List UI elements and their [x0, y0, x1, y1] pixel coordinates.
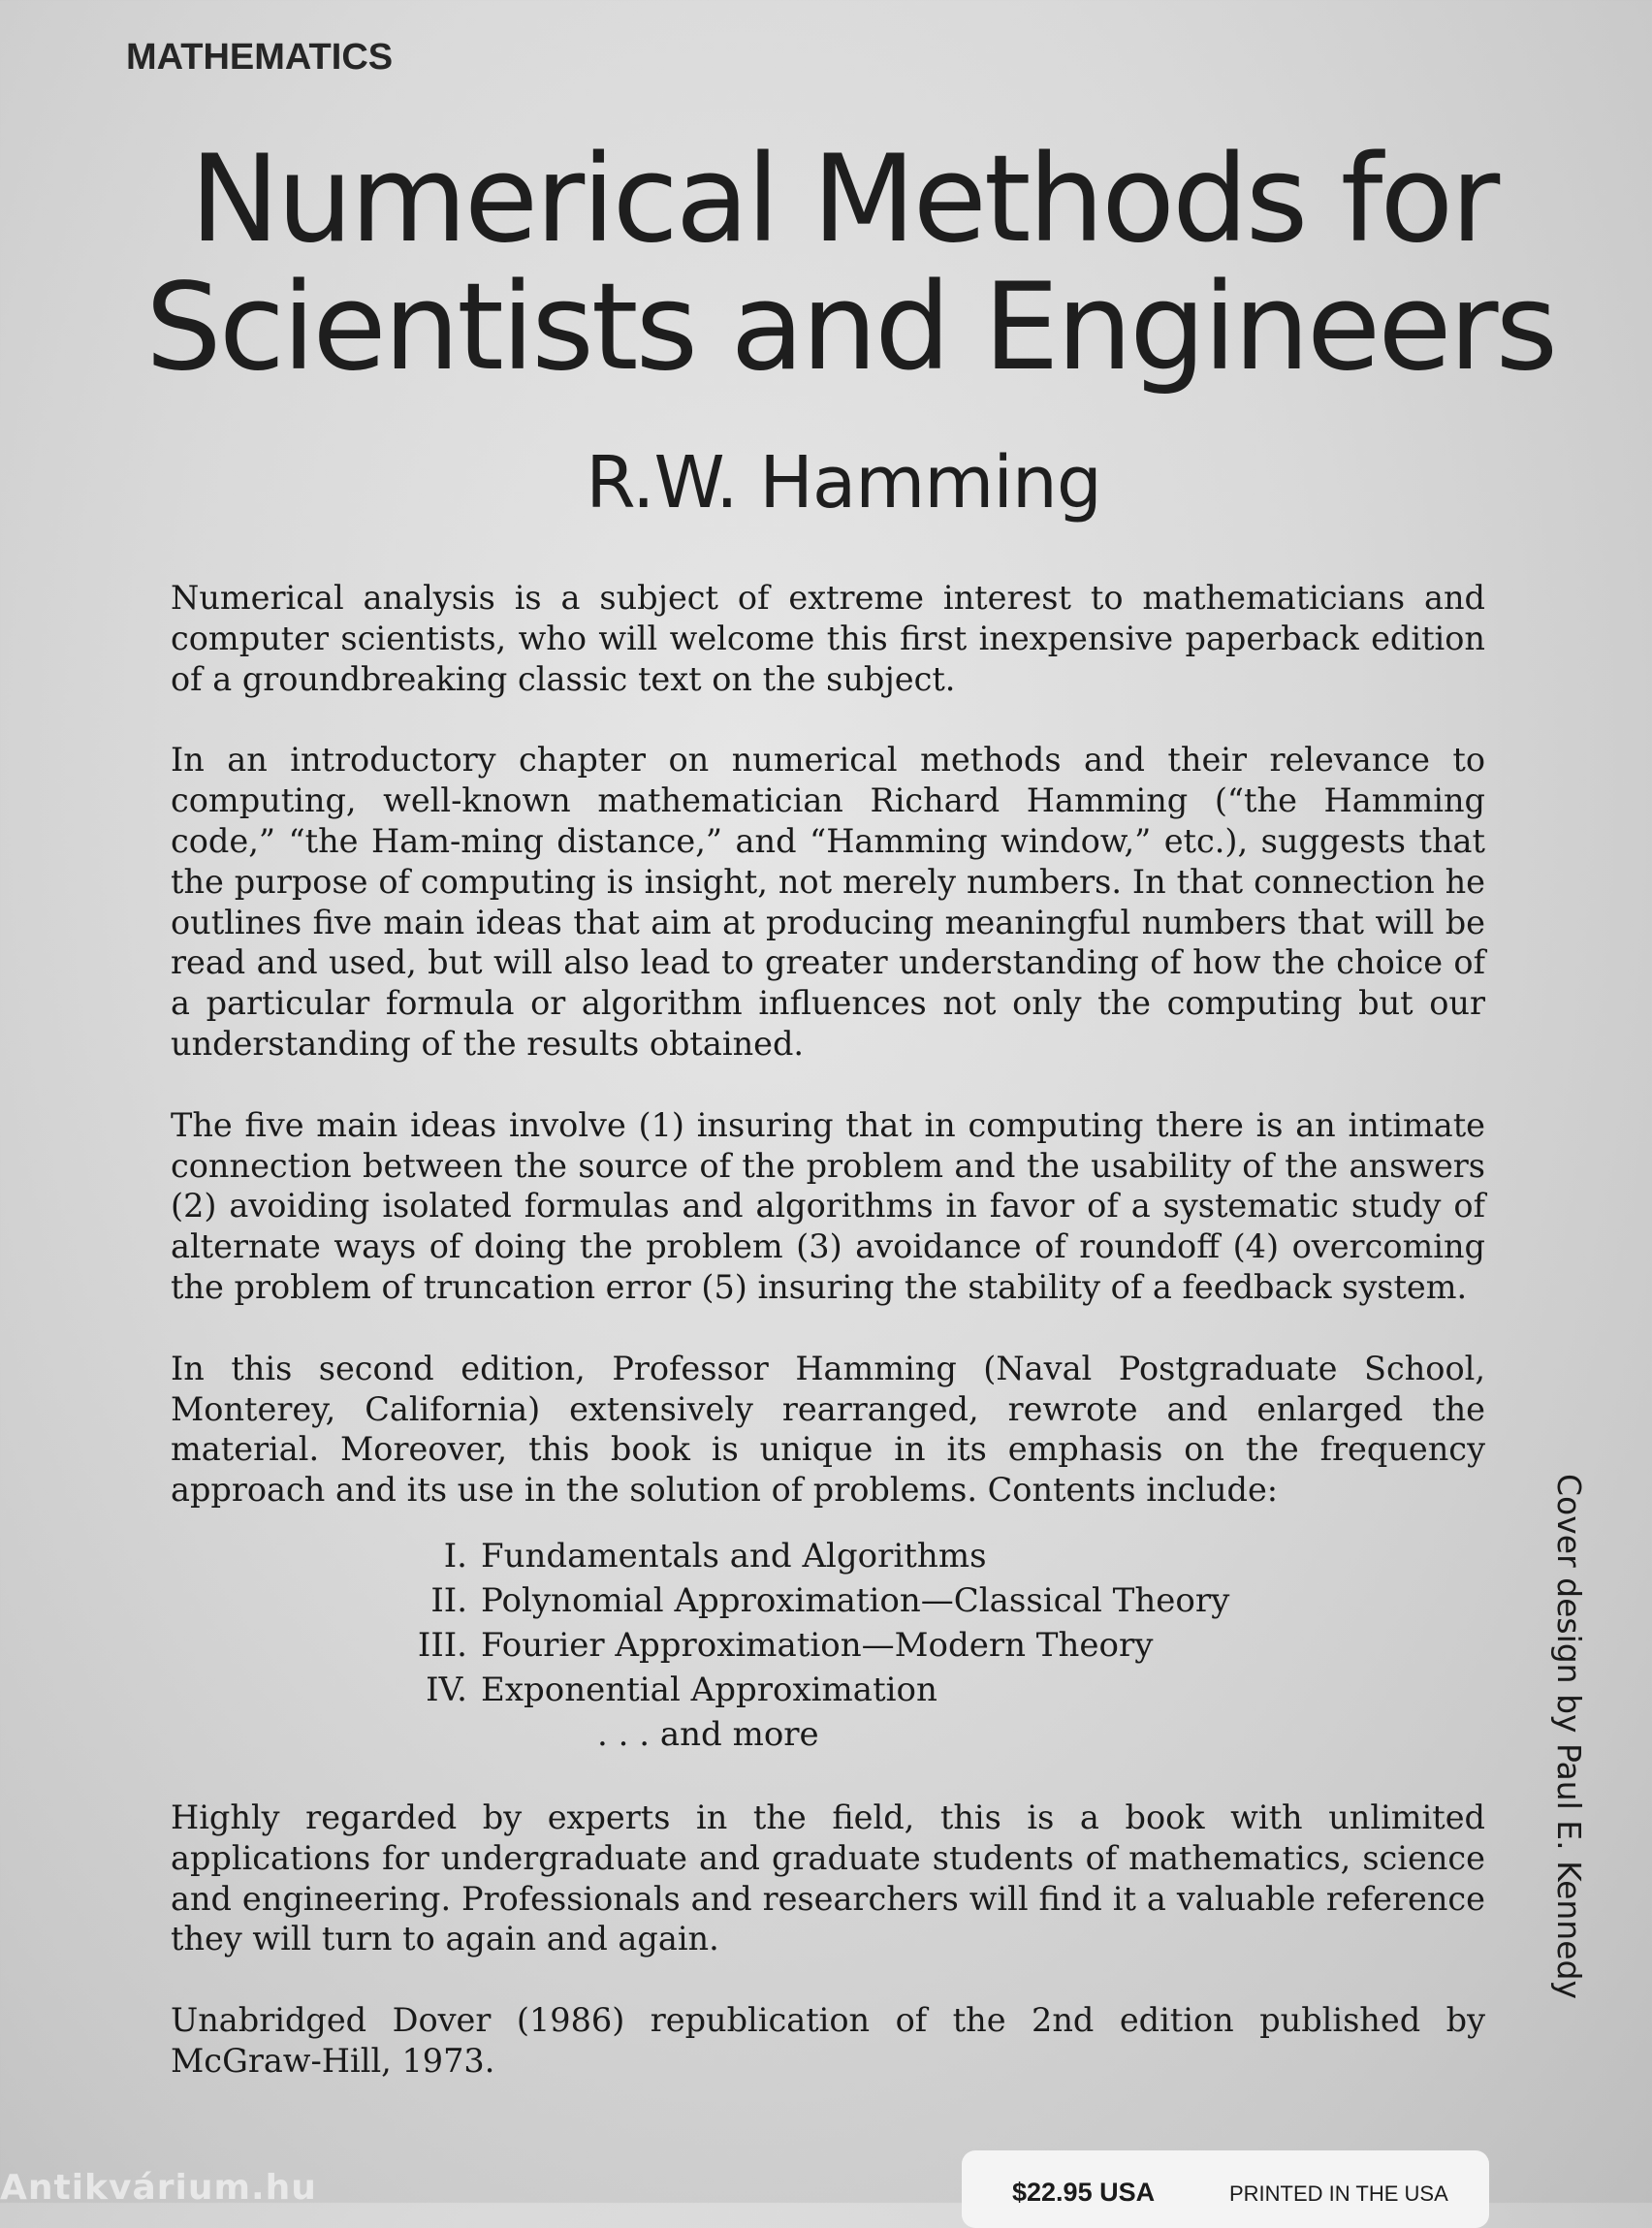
- contents-numeral: I.: [443, 1536, 467, 1576]
- contents-label: Fourier Approximation—Modern Theory: [481, 1625, 1154, 1665]
- contents-label: Polynomial Approximation—Classical Theory: [481, 1580, 1230, 1620]
- watermark: Antikvárium.hu: [0, 2168, 317, 2208]
- price: $22.95 USA: [1012, 2178, 1156, 2207]
- description-paragraph: In an introductory chapter on numerical methods and their relevance to computing, well-known mathematician Richard Hamming (“the Hamming code,” “the Ham-ming distance,” and “Hamming window,” etc.), suggests that the purpose of computing is insight, not merely numbers. In that connection he outlines five main ideas that aim at producing meaningful numbers that will be read and used, but will also lead to greater understanding of how the choice of a particular formula or algorithm influences not only the computing but our understanding of the results obtained.: [171, 741, 1485, 1063]
- closing-paragraph: Highly regarded by experts in the field, this is a book with unlimited applications for undergraduate and graduate students of mathematics, science and engineering. Professionals and researchers will find it a valuable reference they will turn to again and again.: [171, 1798, 1485, 1958]
- description-body: [171, 578, 1485, 2122]
- author-name: R.W. Hamming: [586, 441, 1101, 525]
- title-line-1: Numerical Methods for: [189, 130, 1498, 270]
- contents-numeral: IV.: [426, 1670, 467, 1709]
- description-paragraph: Numerical analysis is a subject of extreme interest to mathematicians and computer scientists, who will welcome this first inexpensive paperback edition of a groundbreaking classic text on the subject.: [171, 579, 1485, 698]
- cover-design-credit: Cover design by Paul E. Kennedy: [1550, 1474, 1588, 2000]
- printed-in-label: PRINTED IN THE USA: [1229, 2181, 1448, 2206]
- contents-numeral: II.: [430, 1580, 467, 1620]
- list-item: [171, 1668, 1485, 1712]
- title-line-2: Scientists and Engineers: [145, 258, 1556, 398]
- list-item: [171, 1623, 1485, 1668]
- contents-numeral: III.: [417, 1625, 467, 1665]
- contents-label: Exponential Approximation: [481, 1670, 937, 1709]
- description-paragraph: In this second edition, Professor Hamming (Naval Postgraduate School, Monterey, California) extensively rearranged, rewrote and enlarged the material. Moreover, this book is unique in its emphasis on the frequency approach and its use in the solution of problems. Contents include:: [171, 1349, 1485, 1510]
- category-label: MATHEMATICS: [126, 37, 394, 78]
- list-item: [171, 1534, 1485, 1578]
- book-title: [145, 130, 1556, 398]
- contents-label: Fundamentals and Algorithms: [481, 1536, 987, 1576]
- list-item: [171, 1578, 1485, 1623]
- publication-note: Unabridged Dover (1986) republication of the 2nd edition published by McGraw-Hill, 1973.: [171, 2001, 1485, 2080]
- description-paragraph: The five main ideas involve (1) insuring that in computing there is an intimate connection between the source of the problem and the usability of the answers (2) avoiding isolated formulas and algorithms in favor of a systematic study of alternate ways of doing the problem (3) avoidance of roundoff (4) overcoming the problem of truncation error (5) insuring the stability of a feedback system.: [171, 1105, 1485, 1306]
- contents-more: . . . and more: [597, 1714, 819, 1754]
- contents-list: [171, 1534, 1485, 1757]
- price-label-box: [962, 2150, 1489, 2228]
